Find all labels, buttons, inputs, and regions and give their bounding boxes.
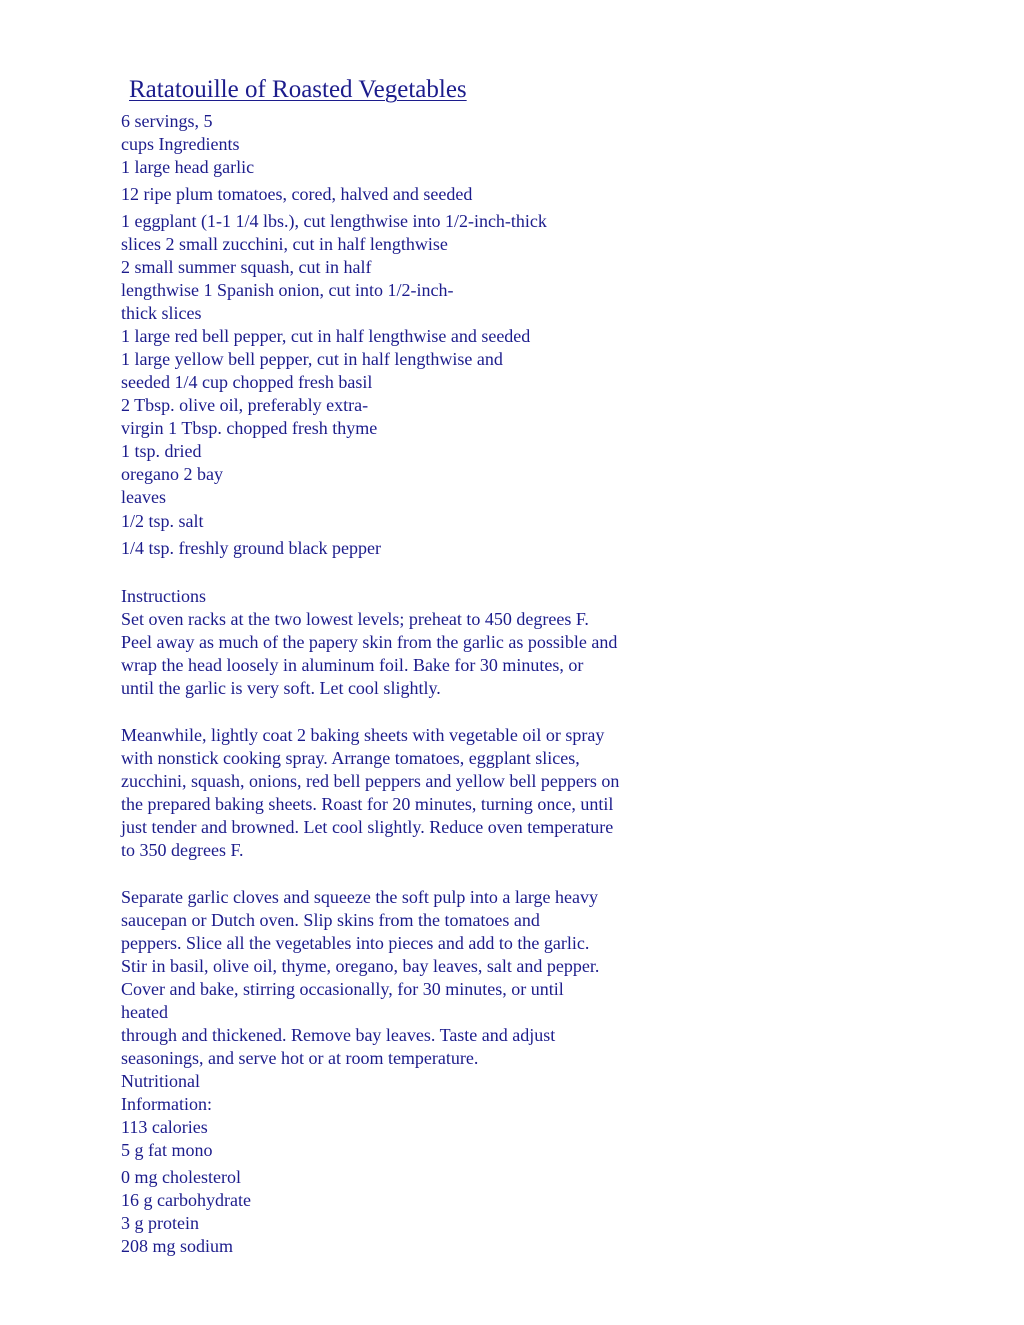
ingredient-line: slices 2 small zucchini, cut in half lengthwise [121, 234, 448, 254]
instruction-line: to 350 degrees F. [121, 840, 244, 860]
ingredient-line: 6 servings, 5 [121, 111, 213, 131]
instruction-line: wrap the head loosely in aluminum foil. Bake for 30 minutes, or [121, 655, 584, 675]
instruction-line: Cover and bake, stirring occasionally, for 30 minutes, or until [121, 979, 564, 999]
instruction-line: Stir in basil, olive oil, thyme, oregano, bay leaves, salt and pepper. [121, 956, 600, 976]
ingredient-line: cups Ingredients [121, 134, 240, 154]
ingredient-line: 1 large red bell pepper, cut in half lengthwise and seeded [121, 326, 531, 346]
ingredient-line: leaves [121, 487, 166, 507]
ingredient-line: 1 tsp. dried [121, 441, 202, 461]
instruction-line: Separate garlic cloves and squeeze the soft pulp into a large heavy [121, 887, 598, 907]
instruction-line: until the garlic is very soft. Let cool slightly. [121, 678, 441, 698]
instruction-line: Meanwhile, lightly coat 2 baking sheets with vegetable oil or spray [121, 725, 605, 745]
instructions-heading: Instructions [121, 586, 206, 606]
ingredient-line: 1 large head garlic [121, 157, 255, 177]
ingredient-line: 12 ripe plum tomatoes, cored, halved and seeded [121, 184, 473, 204]
nutrition-line: 113 calories [121, 1117, 208, 1137]
instruction-line: saucepan or Dutch oven. Slip skins from the tomatoes and [121, 910, 540, 930]
ingredient-line: 1/2 tsp. salt [121, 511, 204, 531]
instruction-line: Set oven racks at the two lowest levels; preheat to 450 degrees F. [121, 609, 589, 629]
nutrition-line: 5 g fat mono [121, 1140, 213, 1160]
ingredient-line: seeded 1/4 cup chopped fresh basil [121, 372, 373, 392]
instruction-line: through and thickened. Remove bay leaves. Taste and adjust [121, 1025, 556, 1045]
recipe-title: Ratatouille of Roasted Vegetables [129, 76, 467, 103]
ingredient-line: 2 Tbsp. olive oil, preferably extra- [121, 395, 369, 415]
ingredient-line: 1 eggplant (1-1 1/4 lbs.), cut lengthwise into 1/2-inch-thick [121, 211, 547, 231]
nutrition-line: Information: [121, 1094, 212, 1114]
ingredient-line: virgin 1 Tbsp. chopped fresh thyme [121, 418, 378, 438]
instruction-line: Peel away as much of the papery skin from the garlic as possible and [121, 632, 618, 652]
instruction-line: seasonings, and serve hot or at room temperature. [121, 1048, 479, 1068]
ingredient-line: oregano 2 bay [121, 464, 223, 484]
ingredient-line: thick slices [121, 303, 202, 323]
ingredient-line: lengthwise 1 Spanish onion, cut into 1/2-inch- [121, 280, 454, 300]
instruction-line: just tender and browned. Let cool slightly. Reduce oven temperature [121, 817, 614, 837]
nutrition-line: 0 mg cholesterol [121, 1167, 241, 1187]
instruction-line: the prepared baking sheets. Roast for 20 minutes, turning once, until [121, 794, 614, 814]
nutrition-line: 3 g protein [121, 1213, 199, 1233]
ingredient-line: 2 small summer squash, cut in half [121, 257, 372, 277]
nutrition-line: Nutritional [121, 1071, 200, 1091]
ingredient-line: 1 large yellow bell pepper, cut in half lengthwise and [121, 349, 503, 369]
nutrition-line: 208 mg sodium [121, 1236, 234, 1256]
ingredient-line: 1/4 tsp. freshly ground black pepper [121, 538, 381, 558]
instruction-line: peppers. Slice all the vegetables into pieces and add to the garlic. [121, 933, 590, 953]
instruction-line: heated [121, 1002, 168, 1022]
instruction-line: zucchini, squash, onions, red bell peppers and yellow bell peppers on [121, 771, 620, 791]
nutrition-line: 16 g carbohydrate [121, 1190, 251, 1210]
instruction-line: with nonstick cooking spray. Arrange tomatoes, eggplant slices, [121, 748, 580, 768]
